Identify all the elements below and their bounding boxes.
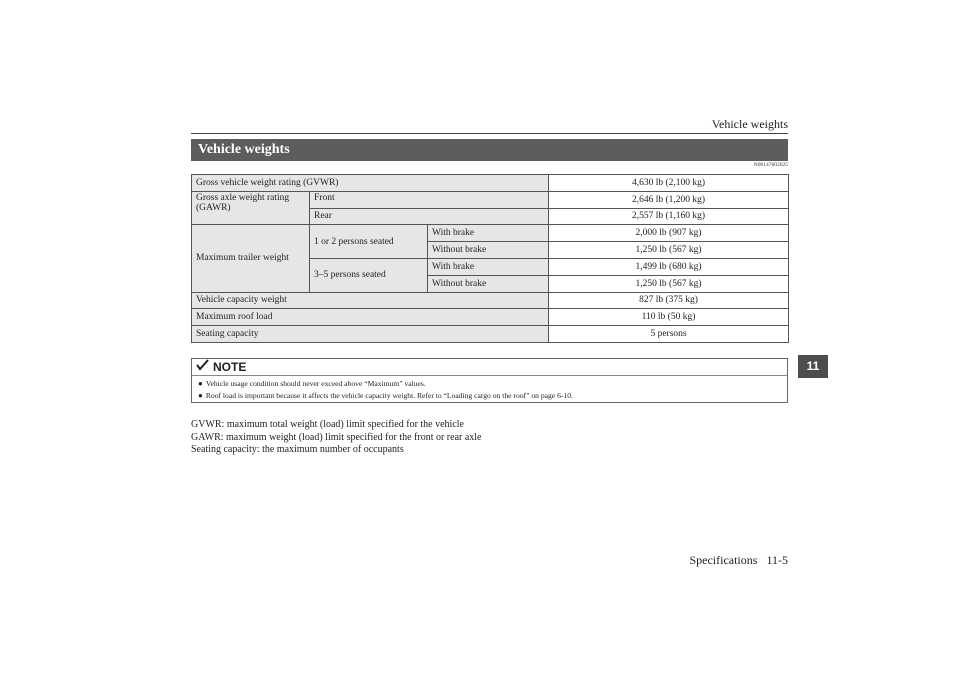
note-pencil-icon — [196, 358, 210, 376]
table-row — [192, 326, 789, 343]
section-code: N00147602025 — [753, 162, 788, 168]
with-brake-label: With brake — [428, 258, 549, 275]
rear-value: 2,557 lb (1,160 kg) — [549, 208, 789, 225]
gawr-label: Gross axle weight rating (GAWR) — [192, 191, 310, 225]
section-title: Vehicle weights — [191, 139, 788, 161]
definitions — [191, 419, 482, 457]
definition-seating: Seating capacity: the maximum number of occupants — [191, 444, 404, 455]
seating-value: 5 persons — [549, 326, 789, 343]
vehicle-weights-table — [191, 174, 789, 343]
seating-label: Seating capacity — [192, 326, 549, 343]
note-list — [192, 376, 787, 402]
gvwr-value: 4,630 lb (2,100 kg) — [549, 175, 789, 192]
bullet-icon: ● — [198, 379, 203, 388]
bullet-icon: ● — [198, 391, 203, 400]
roof-load-value: 110 lb (50 kg) — [549, 309, 789, 326]
persons-35-label: 3–5 persons seated — [310, 258, 428, 292]
persons-12-label: 1 or 2 persons seated — [310, 225, 428, 259]
p35-without-brake-value: 1,250 lb (567 kg) — [549, 275, 789, 292]
front-value: 2,646 lb (1,200 kg) — [549, 191, 789, 208]
gvwr-label: Gross vehicle weight rating (GVWR) — [192, 175, 549, 192]
p12-without-brake-value: 1,250 lb (567 kg) — [549, 242, 789, 259]
table-row — [192, 191, 789, 208]
table-row — [192, 309, 789, 326]
list-item — [198, 390, 787, 402]
p35-with-brake-value: 1,499 lb (680 kg) — [549, 258, 789, 275]
note-item-text: Vehicle usage condition should never exceed above “Maximum” values. — [205, 379, 426, 388]
rear-label: Rear — [310, 208, 549, 225]
footer-section: Specifications — [689, 553, 758, 567]
front-label: Front — [310, 191, 549, 208]
capacity-label: Vehicle capacity weight — [192, 292, 549, 309]
note-label: NOTE — [213, 360, 247, 374]
note-box — [191, 358, 788, 403]
table-row — [192, 175, 789, 192]
table-row — [192, 225, 789, 242]
definition-gawr: GAWR: maximum weight (load) limit specified for the front or rear axle — [191, 431, 482, 443]
page-number: 11-5 — [766, 553, 788, 567]
trailer-label: Maximum trailer weight — [192, 225, 310, 292]
without-brake-label: Without brake — [428, 242, 549, 259]
list-item — [198, 378, 787, 390]
p12-with-brake-value: 2,000 lb (907 kg) — [549, 225, 789, 242]
table-row — [192, 292, 789, 309]
note-item-text: Roof load is important because it affects the vehicle capacity weight. Refer to “Loading cargo on the roof” on page 6-10. — [205, 391, 573, 400]
page-footer — [689, 553, 788, 568]
definition-gvwr: GVWR: maximum total weight (load) limit specified for the vehicle — [191, 419, 464, 430]
chapter-tab: 11 — [798, 355, 828, 378]
without-brake-label: Without brake — [428, 275, 549, 292]
capacity-value: 827 lb (375 kg) — [549, 292, 789, 309]
with-brake-label: With brake — [428, 225, 549, 242]
roof-load-label: Maximum roof load — [192, 309, 549, 326]
note-header — [192, 359, 787, 376]
header-divider — [191, 133, 788, 134]
running-header: Vehicle weights — [711, 117, 788, 131]
